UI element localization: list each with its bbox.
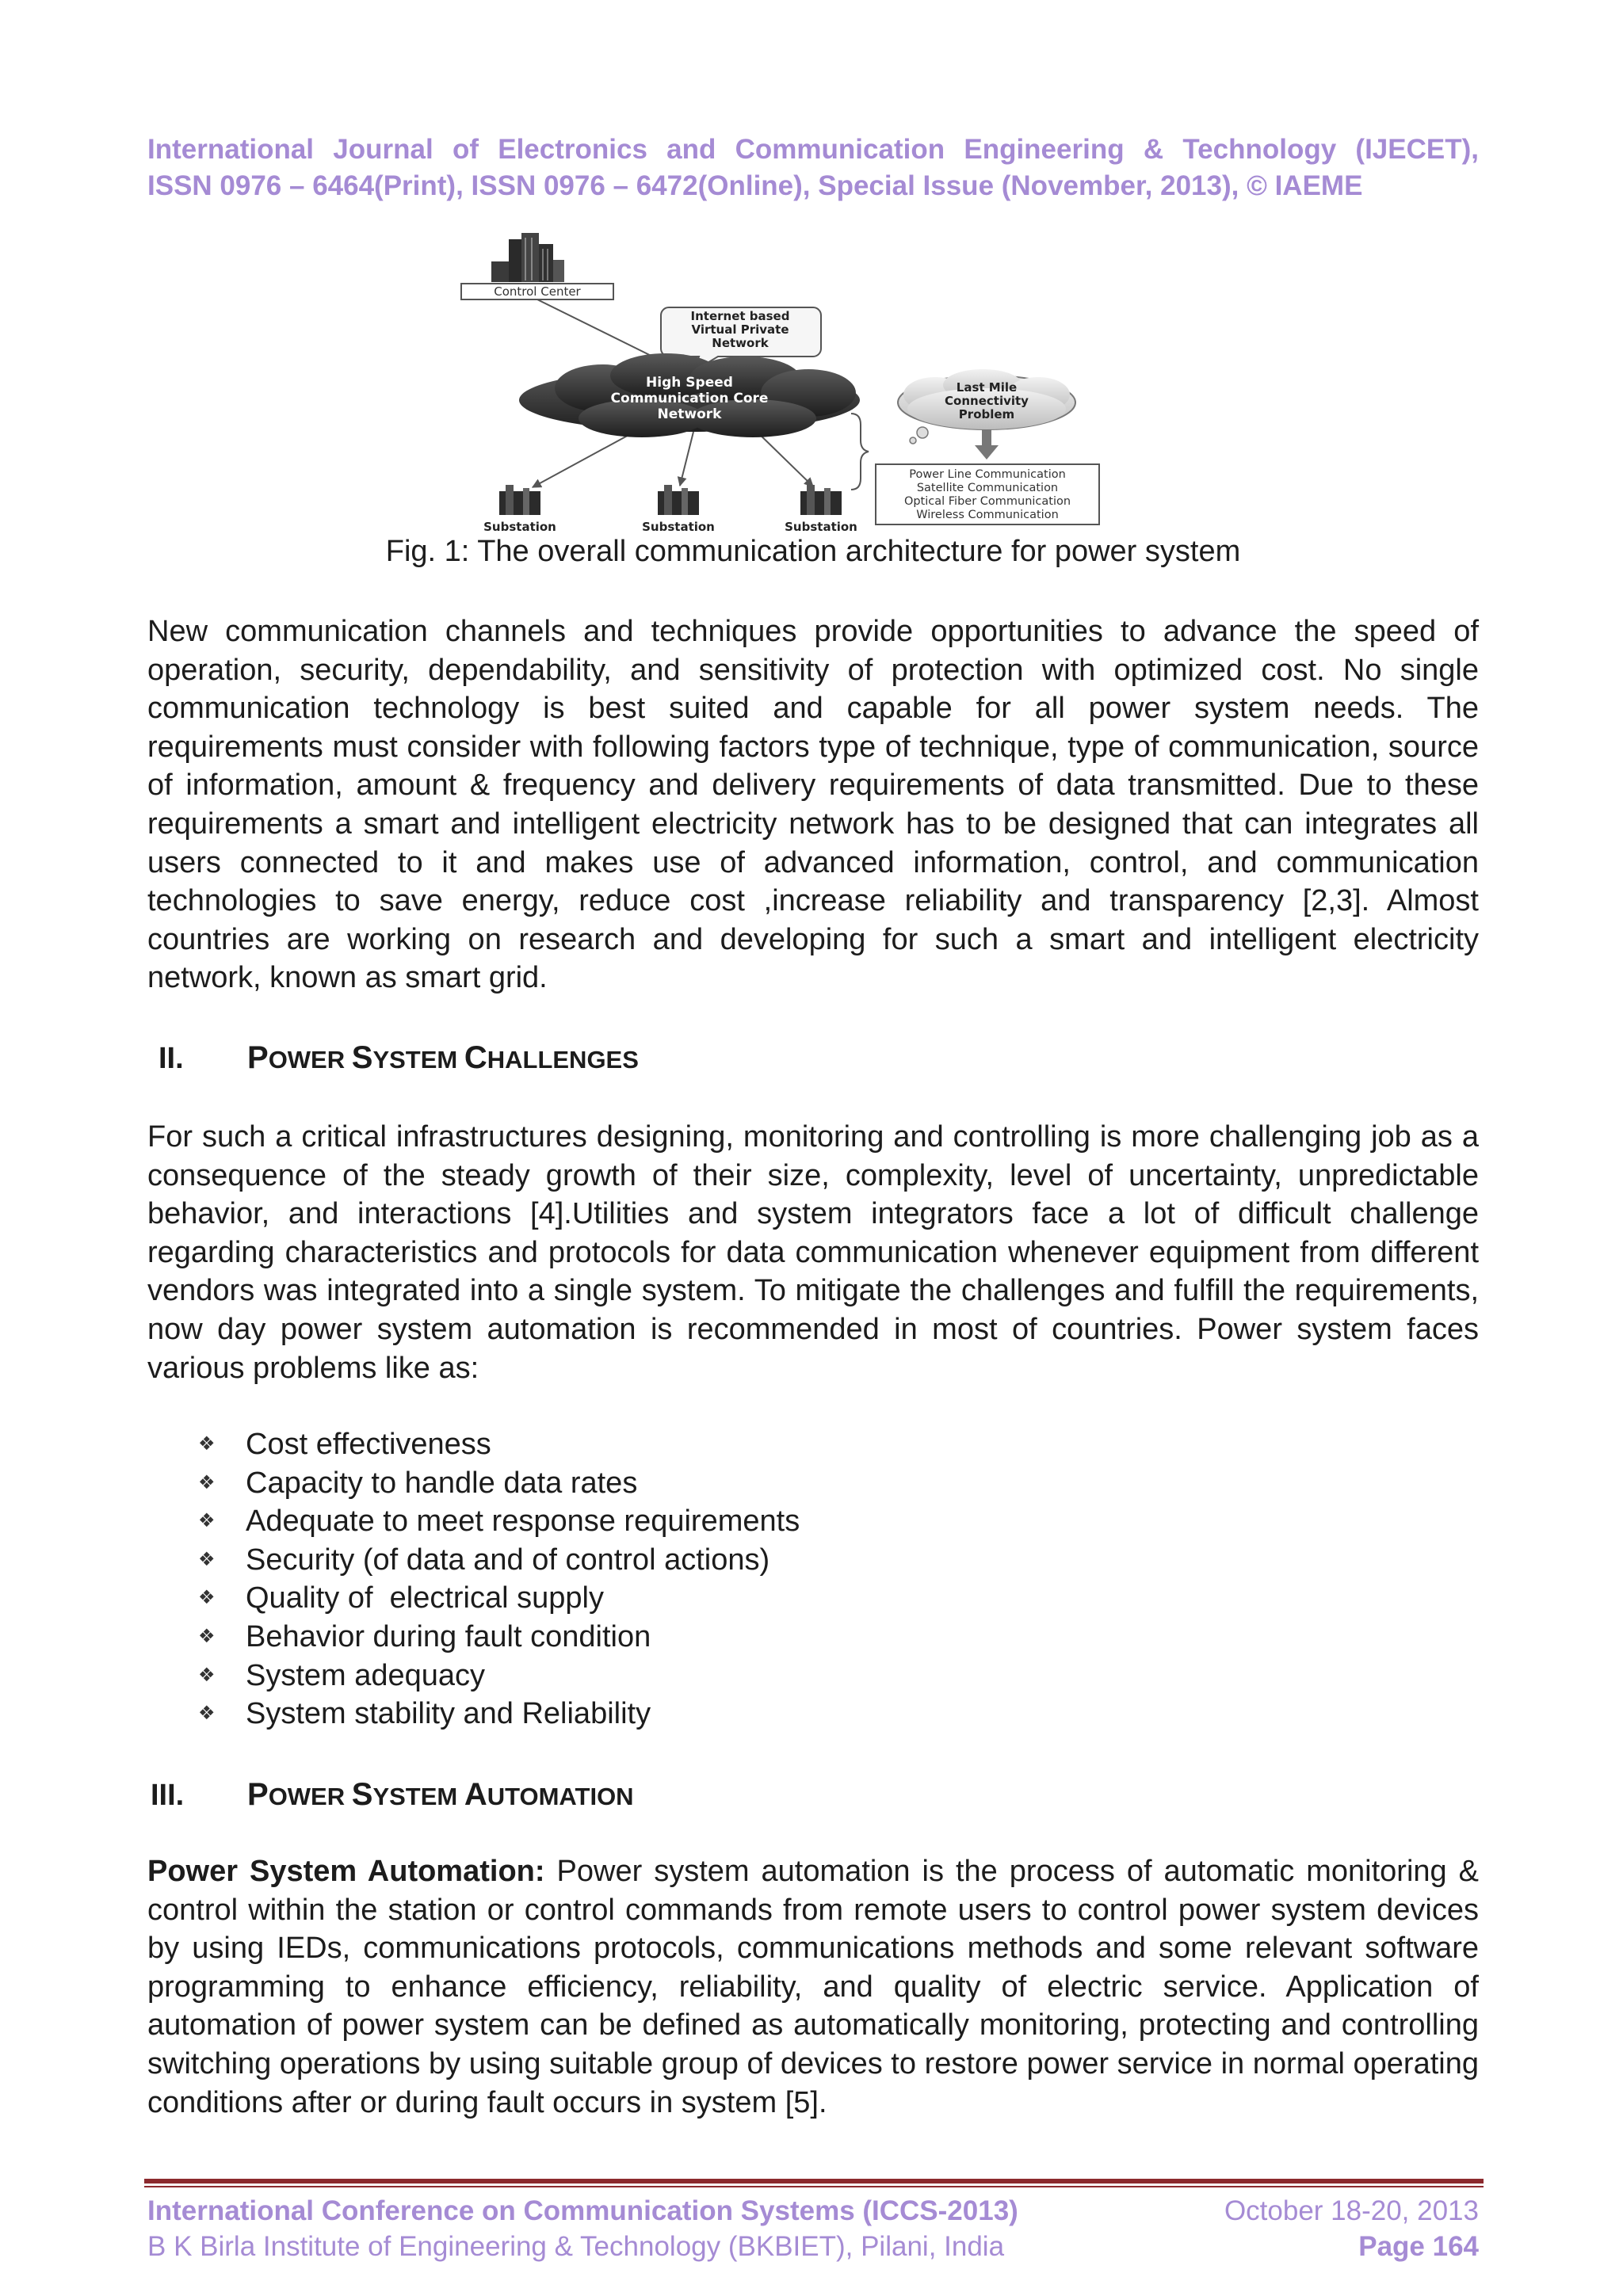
bullet-diamond-icon: ❖ [198,1433,216,1455]
footer-conference: International Conference on Communication Systems (ICCS-2013) [147,2195,1018,2226]
substation-label-3: Substation [785,520,857,534]
bullet-diamond-icon: ❖ [198,1548,216,1570]
connector-core-substation-1 [533,428,642,487]
substation-icon-1 [499,485,540,515]
figure-caption: Fig. 1: The overall communication architecture for power system [385,535,1241,568]
list-item: ❖ Capacity to handle data rates [198,1464,800,1503]
paragraph-body: Power system automation is the process of automatic monitoring & control within the station or control commands from remote users to control power system devices by using IEDs, communications protocols, communications methods and some relevant software programming to enhance efficiency, reliability, and quality of electric service. Application of automation of power system can be defined as automatically monitoring, protecting and controlling switching operations by using suitable group of devices to restore power service in normal operating conditions after or during fault occurs in system [5]. [147,1855,1479,2119]
substation-label-1: Substation [483,520,556,534]
list-item: ❖ System stability and Reliability [198,1695,800,1733]
list-item: ❖ Behavior during fault condition [198,1618,800,1657]
control-center-label: Control Center [494,284,581,299]
architecture-diagram [444,230,1189,536]
list-item: ❖ System adequacy [198,1657,800,1695]
last-mile-line-3: Problem [958,407,1015,421]
vpn-label-line-2: Virtual Private [691,322,789,337]
option-wireless: Wireless Communication [916,509,1059,521]
list-item: ❖ Security (of data and of control actions) [198,1541,800,1580]
paragraph-intro: New communication channels and techniques provide opportunities to advance the speed of operation, security, dependability, and sensitivity of protection with optimized cost. No single communication technology is best suited and capable for all power system needs. The requirements must consider with following factors type of technique, type of communication, source of information, amount & frequency and delivery requirements of data transmitted. Due to these requirements a smart and intelligent electricity network has to be designed that can integrates all users connected to it and makes use of advanced information, control, and communication technologies to save energy, reduce cost ,increase reliability and transparency [2,3]. Almost countries are working on research and developing for such a smart and intelligent electricity network, known as smart grid. [147,615,1479,995]
footer-row-2 [147,2229,1479,2265]
section-number: III. [151,1779,185,1812]
core-label-line-1: High Speed [646,375,733,391]
connector-core-substation-2 [680,432,693,486]
paragraph-challenges: For such a critical infrastructures designing, monitoring and controlling is more challenging job as a consequence of the steady growth of their size, complexity, level of uncertainty, unpredictable behavior, and interactions [4].Utilities and system integrators face a lot of difficult challenge regarding characteristics and protocols for data communication whenever equipment from different vendors was integrated into a single system. To mitigate the challenges and fulfill the requirements, now day power system automation is recommended in most of countries. Power system faces various problems like as: [147,1120,1479,1385]
list-item: ❖ Cost effectiveness [198,1425,800,1464]
list-item: ❖ Quality of electrical supply [198,1579,800,1618]
vpn-label-line-3: Network [712,336,769,350]
option-power-line: Power Line Communication [909,468,1066,481]
core-label-line-3: Network [657,406,722,422]
bullet-diamond-icon: ❖ [198,1703,216,1725]
architecture-figure [444,230,1189,536]
section-heading-automation: III. POWER SYSTEM AUTOMATION [147,1775,1479,1816]
challenges-list [198,1425,800,1733]
brace-shape [851,414,869,490]
bullet-diamond-icon: ❖ [198,1664,216,1686]
bullet-diamond-icon: ❖ [198,1471,216,1493]
footer-institute: B K Birla Institute of Engineering & Technology (BKBIET), Pilani, India [147,2231,1005,2262]
down-arrow-icon [975,445,999,460]
bullet-diamond-icon: ❖ [198,1625,216,1647]
section-number: II. [158,1042,184,1075]
option-optical-fiber: Optical Fiber Communication [903,495,1071,508]
paragraph-automation [147,1852,1479,2122]
bullet-diamond-icon: ❖ [198,1587,216,1609]
footer-rule [144,2179,1484,2183]
bullet-diamond-icon: ❖ [198,1510,216,1532]
footer-dates: October 18-20, 2013 [1224,2195,1479,2226]
last-mile-line-1: Last Mile [956,380,1018,395]
substation-icon-2 [658,485,699,515]
control-center-building-icon [491,233,564,282]
paragraph-lead-term: Power System Automation: [147,1855,545,1888]
substation-label-2: Substation [642,520,715,534]
journal-header [147,132,1479,204]
section-heading-challenges: II. POWER SYSTEM CHALLENGES [147,1039,1479,1079]
vpn-label-line-1: Internet based [690,309,790,323]
footer-rule-thin [144,2186,1484,2187]
last-mile-line-2: Connectivity [945,394,1029,408]
down-arrow-shaft [982,429,991,447]
journal-header-line-2: ISSN 0976 – 6464(Print), ISSN 0976 – 6472(Online), Special Issue (November, 2013), © IAEME [147,170,1363,201]
page-number: Page 164 [1358,2231,1479,2262]
option-satellite: Satellite Communication [916,482,1059,494]
substation-icon-3 [800,485,842,515]
core-label-line-2: Communication Core [610,391,769,406]
list-item: ❖ Adequate to meet response requirements [198,1502,800,1541]
journal-header-line-1: International Journal of Electronics and Communication Engineering & Technology (IJECET), [147,134,1479,165]
footer-row-1 [147,2193,1479,2229]
